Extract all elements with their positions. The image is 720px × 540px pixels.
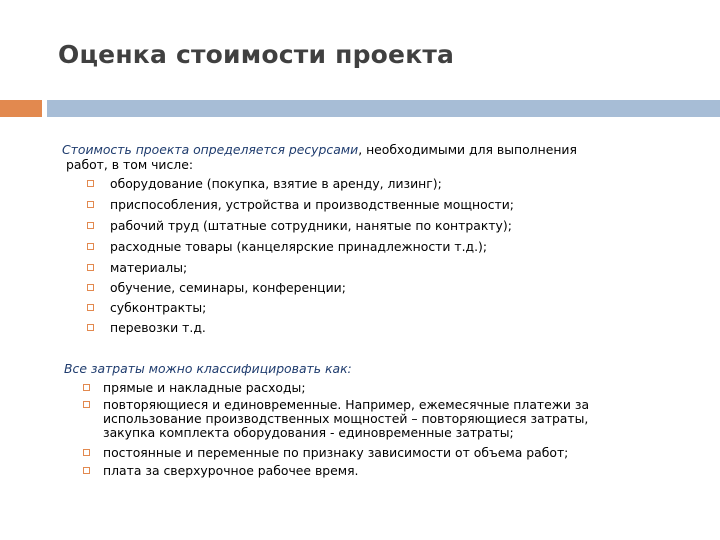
class-item: постоянные и переменные по признаку зависимости от объема работ; <box>103 445 569 460</box>
resource-item: приспособления, устройства и производственные мощности; <box>110 197 514 212</box>
bullet-square-icon <box>83 449 90 456</box>
resource-item: материалы; <box>110 260 188 275</box>
slide-title: Оценка стоимости проекта <box>58 40 455 69</box>
resource-item: рабочий труд (штатные сотрудники, нанятые по контракту); <box>110 218 512 233</box>
bullet-square-icon <box>83 467 90 474</box>
bullet-square-icon <box>87 324 94 331</box>
intro-line-2: работ, в том числе: <box>66 157 194 172</box>
class-item-continuation: использование производственных мощностей – повторяющиеся затраты, <box>103 411 589 426</box>
class-item: повторяющиеся и единовременные. Например, ежемесячные платежи за <box>103 397 590 412</box>
bullet-square-icon <box>87 222 94 229</box>
resource-item: оборудование (покупка, взятие в аренду, лизинг); <box>110 176 442 191</box>
class-item: прямые и накладные расходы; <box>103 380 306 395</box>
classify-heading: Все затраты можно классифицировать как: <box>64 361 352 376</box>
intro-italic: Стоимость проекта определяется ресурсами <box>62 142 359 157</box>
resource-item: обучение, семинары, конференции; <box>110 280 346 295</box>
class-item-continuation: закупка комплекта оборудования - единовременные затраты; <box>103 425 514 440</box>
bullet-square-icon <box>87 201 94 208</box>
intro-line-1 <box>62 142 577 157</box>
bullet-square-icon <box>83 384 90 391</box>
bullet-square-icon <box>87 284 94 291</box>
bullet-square-icon <box>87 264 94 271</box>
intro-rest: , необходимыми для выполнения <box>358 142 577 157</box>
class-item: плата за сверхурочное рабочее время. <box>103 463 359 478</box>
bullet-square-icon <box>87 243 94 250</box>
resource-item: субконтракты; <box>110 300 207 315</box>
bullet-square-icon <box>87 180 94 187</box>
resource-item: расходные товары (канцелярские принадлежности т.д.); <box>110 239 488 254</box>
bullet-square-icon <box>83 401 90 408</box>
resource-item: перевозки т.д. <box>110 320 206 335</box>
bullet-square-icon <box>87 304 94 311</box>
